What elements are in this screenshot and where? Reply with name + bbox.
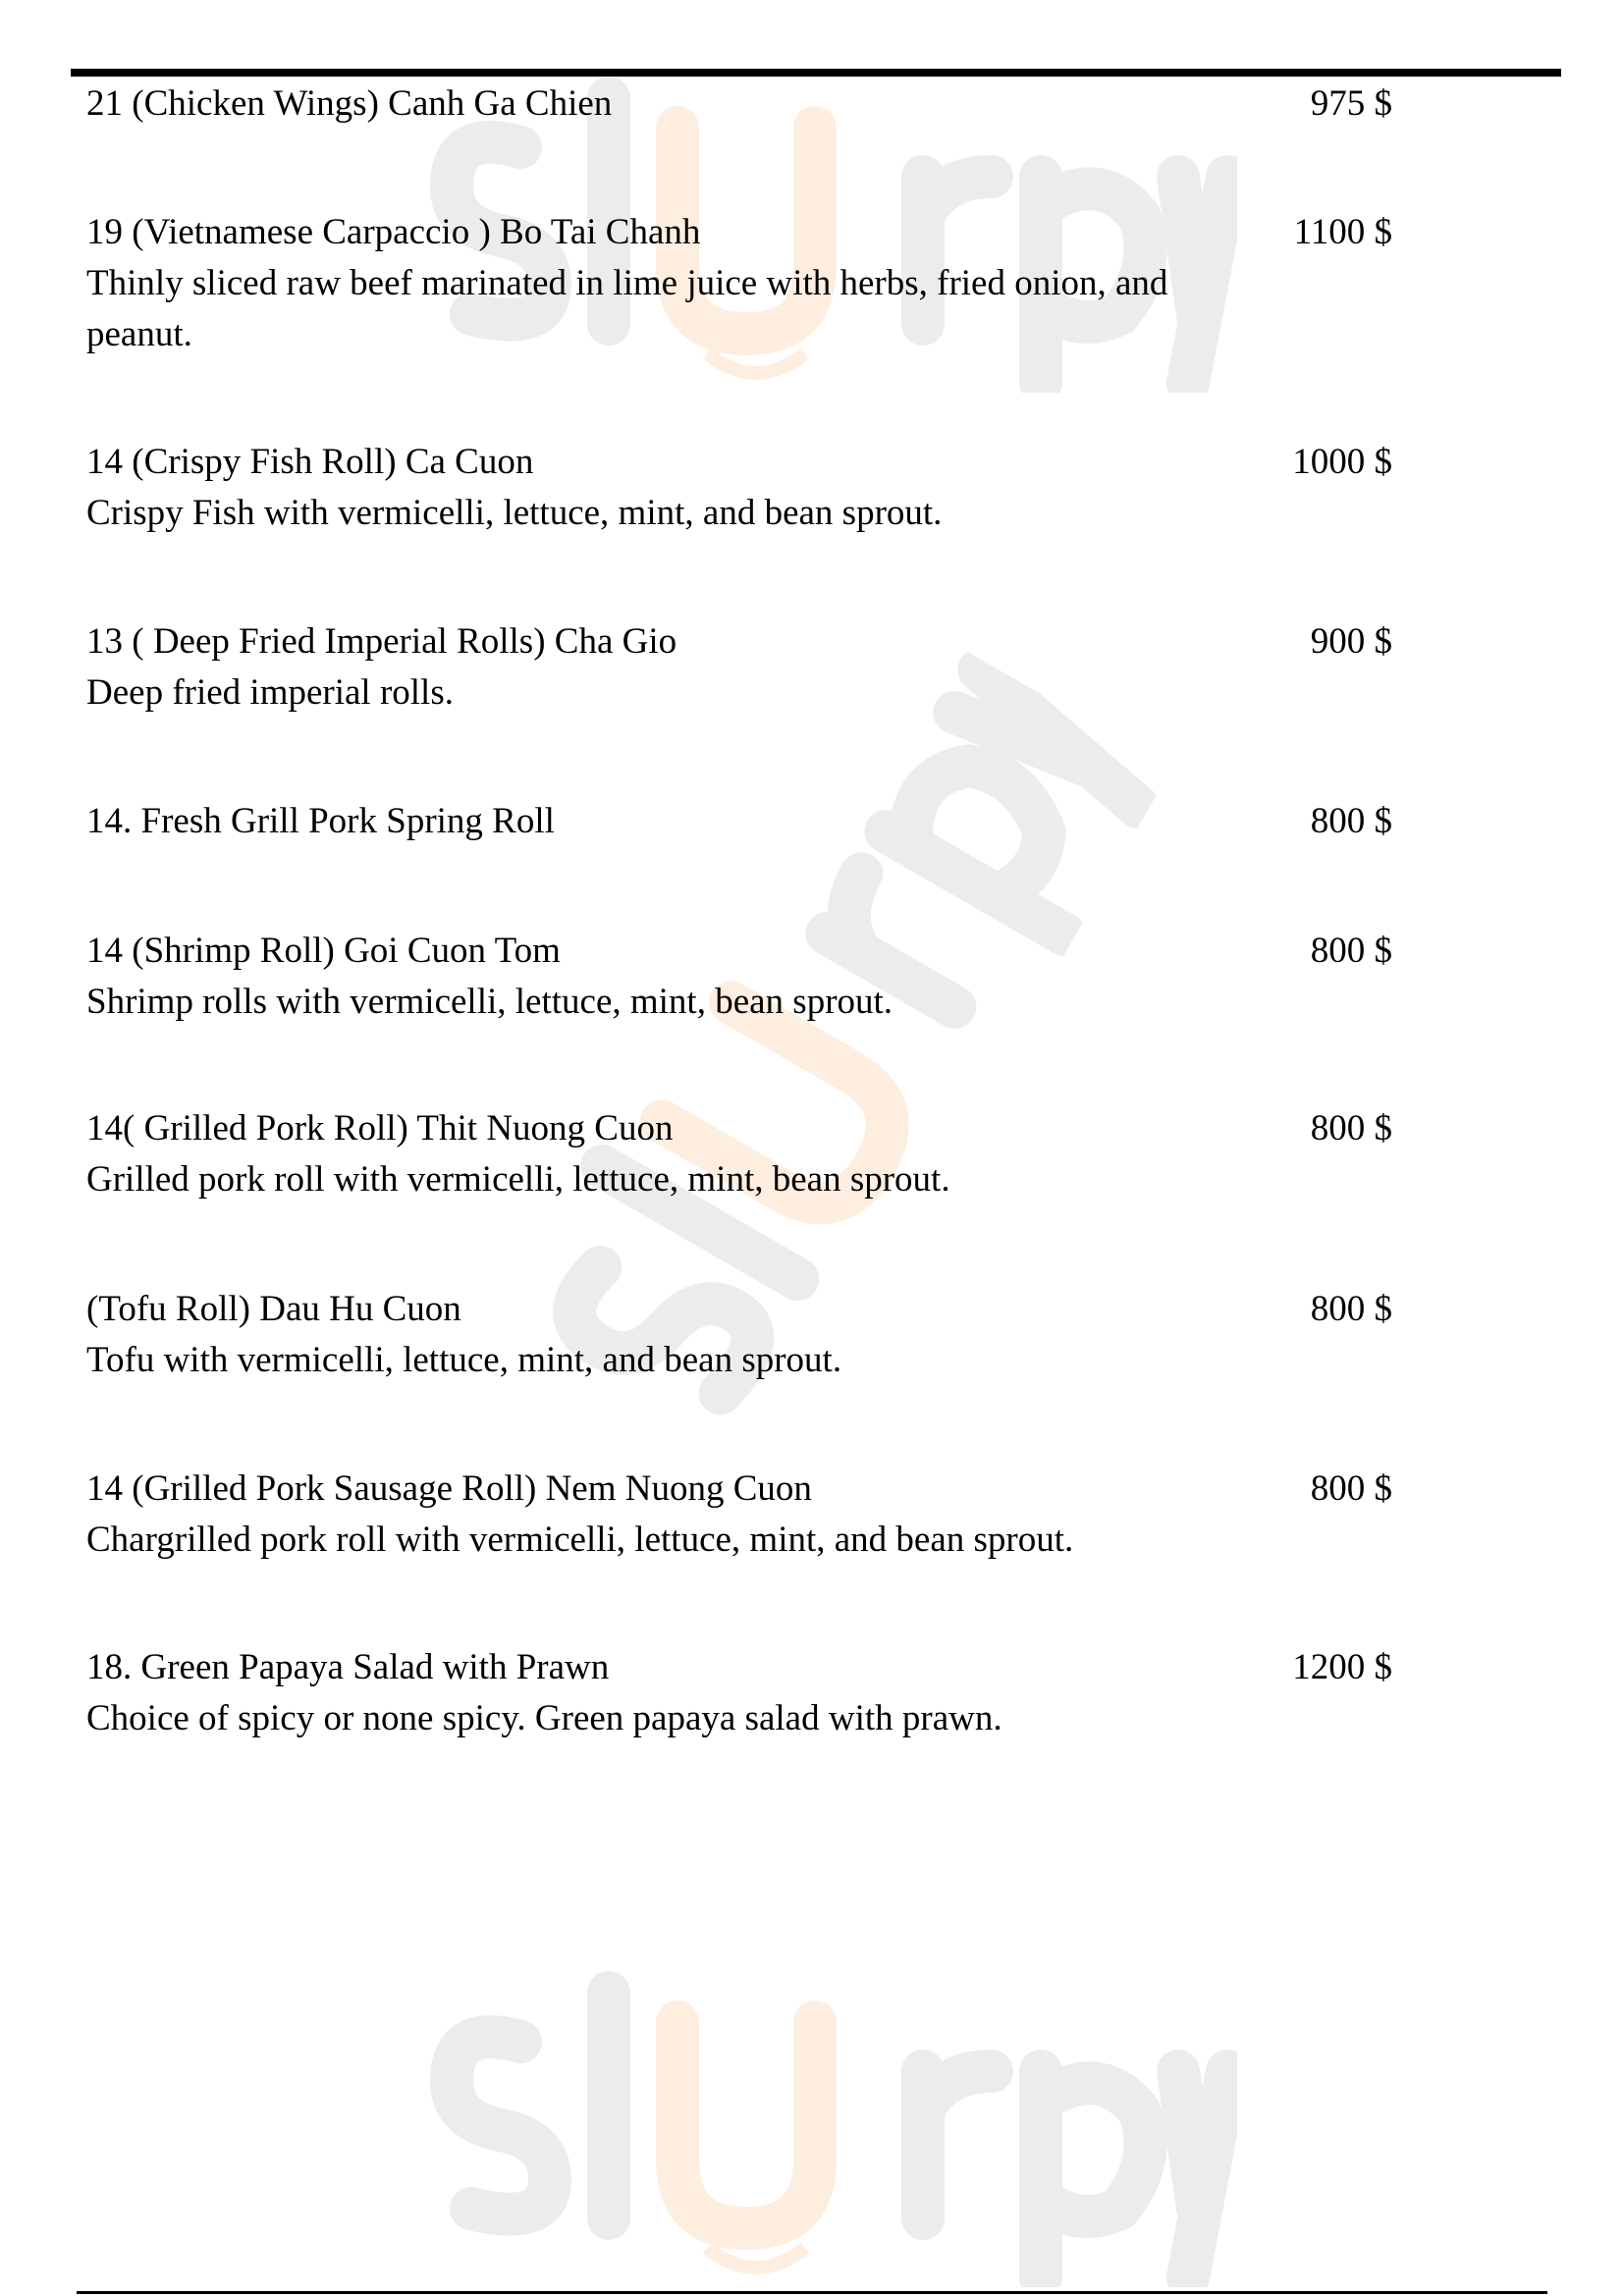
item-price: 800 $ <box>1310 931 1392 971</box>
item-name: 14 (Grilled Pork Sausage Roll) Nem Nuong Cuon <box>86 1468 812 1509</box>
item-description: Chargrilled pork roll with vermicelli, lettuce, mint, and bean sprout. <box>86 1520 1074 1560</box>
menu-item <box>86 1103 1392 1205</box>
item-description: Grilled pork roll with vermicelli, lettuce, mint, bean sprout. <box>86 1159 950 1200</box>
item-price: 1100 $ <box>1293 212 1392 252</box>
bottom-rule <box>77 2291 1547 2294</box>
item-description: Tofu with vermicelli, lettuce, mint, and bean sprout. <box>86 1340 842 1380</box>
item-name: 19 (Vietnamese Carpaccio ) Bo Tai Chanh <box>86 212 701 252</box>
item-description: Deep fried imperial rolls. <box>86 672 454 713</box>
item-price: 1000 $ <box>1292 442 1392 482</box>
menu-item <box>86 437 1392 539</box>
menu-item <box>86 616 1392 719</box>
item-name: 18. Green Papaya Salad with Prawn <box>86 1647 610 1687</box>
item-description: Choice of spicy or none spicy. Green papaya salad with prawn. <box>86 1698 1002 1738</box>
item-price: 975 $ <box>1310 83 1392 124</box>
item-name: 14( Grilled Pork Roll) Thit Nuong Cuon <box>86 1108 674 1148</box>
item-price: 1200 $ <box>1292 1647 1392 1687</box>
item-description: Crispy Fish with vermicelli, lettuce, mint, and bean sprout. <box>86 493 943 533</box>
item-description: Shrimp rolls with vermicelli, lettuce, mint, bean sprout. <box>86 982 893 1022</box>
item-price: 800 $ <box>1310 1108 1392 1148</box>
menu-item <box>86 1464 1392 1566</box>
top-rule <box>71 69 1561 77</box>
menu-item <box>86 926 1392 1028</box>
item-name: 13 ( Deep Fried Imperial Rolls) Cha Gio <box>86 621 677 662</box>
menu-item <box>86 207 1392 360</box>
item-price: 900 $ <box>1310 621 1392 662</box>
item-name: (Tofu Roll) Dau Hu Cuon <box>86 1289 461 1329</box>
item-name: 14 (Crispy Fish Roll) Ca Cuon <box>86 442 534 482</box>
watermark-logo <box>412 1963 1237 2287</box>
item-price: 800 $ <box>1310 1468 1392 1509</box>
menu-item <box>86 1284 1392 1386</box>
item-price: 800 $ <box>1310 801 1392 841</box>
item-name: 21 (Chicken Wings) Canh Ga Chien <box>86 83 613 124</box>
item-price: 800 $ <box>1310 1289 1392 1329</box>
menu-item <box>86 79 1392 130</box>
item-name: 14 (Shrimp Roll) Goi Cuon Tom <box>86 931 561 971</box>
menu-item <box>86 796 1392 847</box>
menu-item <box>86 1642 1392 1744</box>
item-name: 14. Fresh Grill Pork Spring Roll <box>86 801 555 841</box>
item-description: Thinly sliced raw beef marinated in lime juice with herbs, fried onion, and peanut. <box>86 263 1168 354</box>
